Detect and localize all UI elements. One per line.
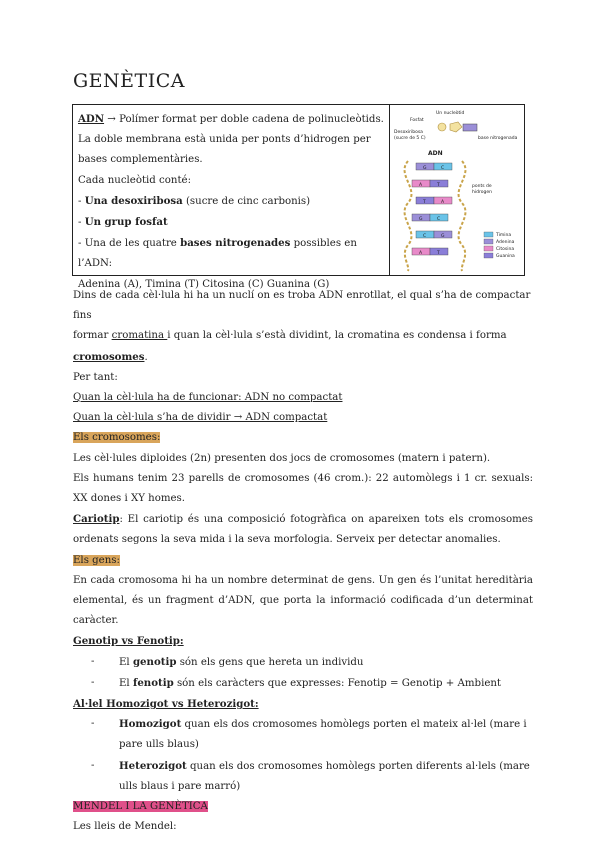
mendel-heading (73, 797, 533, 817)
base-pairs (412, 163, 452, 255)
cromosomes-p2: Els humans tenim 23 parells de cromosomes (46 crom.): 22 automòlegs i 1 cr. sexuals: XX dones i XY homes. (73, 472, 533, 505)
intro-line-2 (73, 326, 533, 367)
label-ponts: ponts de (472, 184, 492, 189)
mendel-heading-text: MENDEL I LA GENÈTICA (73, 801, 208, 813)
cromosomes-heading-text: Els cromosomes: (73, 432, 161, 444)
item1-rest: (sucre de cinc carbonis) (182, 195, 311, 207)
genotip-heading: Genotip vs Fenotip: (73, 635, 184, 648)
cromosomes-heading (73, 428, 533, 448)
g2-rest: són els caràcters que expresses: Fenotip = Genotip + Ambient (173, 677, 502, 689)
adn-definition-table (72, 104, 525, 290)
cariotip-term: Cariotip (73, 513, 120, 526)
intro-line-1: Dins de cada cèl·lula hi ha un nuclí on es troba ADN enrotllat, el qual s’ha de compactar fins (73, 290, 531, 322)
fenotip-item: - El fenotip són els caràcters que expresses: Fenotip = Genotip + Ambient (91, 676, 502, 689)
gens-heading (73, 551, 533, 571)
bases-line: Adenina (A), Timina (T) Citosina (C) Guanina (G) (78, 278, 330, 290)
label-base: base nitrogenada (478, 136, 518, 141)
heterozigot-item: - Heterozigot quan els dos cromosomes homòlegs porten diferents al·lels (mare ulls blaus i pare marró) (91, 759, 530, 792)
dna-strand-left (405, 161, 412, 271)
nucleotide-item-1: - Una desoxiribosa (sucre de cinc carbonis) (78, 194, 311, 207)
cromosomes-term: cromosomes (73, 350, 145, 363)
phosphate-icon (438, 123, 446, 131)
cromatina-term: cromatina (111, 330, 168, 342)
svg-text:G: G (441, 234, 445, 239)
label-ponts2: hidrogen (472, 190, 492, 195)
svg-text:Timina: Timina (496, 233, 512, 238)
intro-line2-pre: formar (73, 330, 112, 342)
base-legend (484, 232, 515, 259)
intro-line-4: Quan la cèl·lula ha de funcionar: ADN no compactat (73, 392, 343, 404)
nucleotide-item-3: - Una de les quatre bases nitrogenades possibles en l’ADN: (78, 237, 357, 270)
svg-text:T: T (437, 251, 440, 256)
dna-strand-right (459, 161, 466, 271)
genotip-item: - El genotip són els gens que hereta un individu (91, 655, 364, 668)
g1-pre: El (119, 656, 133, 668)
alel-heading: Al·lel Homozigot vs Heterozigot: (73, 698, 259, 711)
adn-definition (78, 109, 385, 171)
svg-text:A: A (441, 200, 445, 205)
svg-text:G: G (423, 166, 427, 171)
svg-text:Adenina: Adenina (496, 240, 515, 245)
base-letters (419, 165, 445, 256)
adn-term: ADN (78, 113, 105, 125)
base-icon (463, 124, 477, 131)
intro-line2-end: . (144, 351, 148, 363)
cariotip-text: : El cariotip és una composició fotogràfica on apareixen tots els cromosomes ordenats segons la seva mida i la seva morfologia. Serveix per detectar anomalies. (73, 514, 533, 546)
svg-text:A: A (419, 251, 423, 256)
label-nucleotid: Un nucleòtid (436, 111, 465, 116)
item3-bold: bases nitrogenades (180, 237, 291, 250)
genotip-term: genotip (132, 655, 177, 668)
g2-pre: El (119, 677, 133, 689)
adn-definition-text: Polímer format per doble cadena de polinucleòtids. La doble membrana està unida per ponts d’hidrogen per bases complementàries. (78, 114, 384, 166)
h1-rest: quan els dos cromosomes homòlegs porten el mateix al·lel (mare i pare ulls blaus) (119, 719, 527, 751)
svg-text:C: C (437, 217, 441, 222)
label-desoxi: Desoxiribosa (394, 130, 423, 135)
svg-text:Guanina: Guanina (496, 254, 515, 259)
svg-text:A: A (419, 183, 423, 188)
dna-diagram (390, 105, 524, 275)
intro-line2-mid: i quan la cèl·lula s’està dividint, la cromatina es condensa i forma (167, 330, 507, 342)
item3-post: possibles en l’ADN: (78, 238, 357, 270)
adn-text-cell (73, 105, 390, 290)
mendel-p1: Les lleis de Mendel: (73, 821, 177, 833)
item2-bold: Un grup fosfat (84, 216, 168, 229)
gens-heading-text: Els gens: (73, 554, 120, 566)
h2-rest: quan els dos cromosomes homòlegs porten diferents al·lels (mare ulls blaus i pare marró) (119, 760, 530, 792)
homozigot-item: - Homozigot quan els dos cromosomes homòlegs porten el mateix al·lel (mare i pare ulls blaus) (91, 718, 527, 751)
nucleotide-item-2: - Un grup fosfat (78, 216, 168, 229)
label-desoxi2: (sucre de 5 C) (394, 136, 426, 141)
svg-text:C: C (441, 166, 445, 171)
svg-text:Citosina: Citosina (496, 247, 515, 252)
page-title: GENÈTICA (73, 70, 185, 92)
each-nucleotide: Cada nucleòtid conté: (78, 174, 192, 186)
svg-text:G: G (419, 217, 423, 222)
heterozigot-term: Heterozigot (119, 759, 187, 772)
sugar-icon (450, 122, 462, 132)
item3-pre: Una de les quatre (84, 238, 181, 250)
cromosomes-p1: Les cèl·lules diploides (2n) presenten dos jocs de cromosomes (matern i patern). (73, 452, 491, 464)
svg-text:T: T (423, 200, 426, 205)
arrow: → (104, 114, 120, 125)
g1-rest: són els gens que hereta un individu (176, 656, 364, 668)
svg-text:C: C (423, 234, 427, 239)
label-fosfat: Fosfat (410, 118, 424, 123)
gens-p1: En cada cromosoma hi ha un nombre determinat de gens. Un gen és l’unitat hereditària elemental, és un fragment d’ADN, que porta la informació codificada d’un determinat caràcter. (73, 574, 533, 627)
homozigot-term: Homozigot (119, 718, 182, 731)
label-adn: ADN (428, 150, 443, 157)
intro-line-3: Per tant: (73, 371, 118, 383)
dna-diagram-svg (390, 105, 524, 275)
intro-line-5: Quan la cèl·lula s’ha de dividir → ADN compactat (73, 412, 328, 424)
svg-text:T: T (437, 183, 440, 188)
cariotip-paragraph (73, 509, 533, 550)
main-body (73, 286, 533, 837)
fenotip-term: fenotip (132, 676, 174, 689)
item1-bold: Una desoxiribosa (84, 194, 183, 207)
